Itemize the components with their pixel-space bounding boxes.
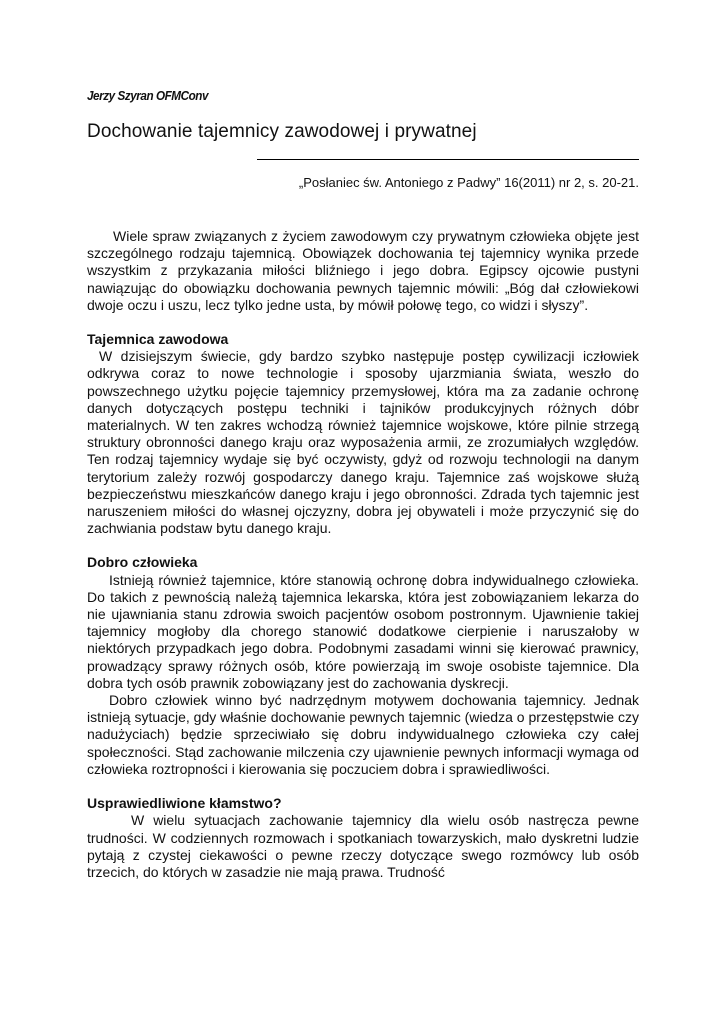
title-rule (257, 159, 639, 160)
section-heading: Tajemnica zawodowa (87, 331, 229, 348)
section-heading: Usprawiedliwione kłamstwo? (87, 795, 282, 812)
spacer (87, 537, 639, 554)
intro-paragraph: Wiele spraw związanych z życiem zawodowym czy prywatnym człowieka objęte jest szczególnego rodzaju tajemnicą. Obowiązek dochowania tej tajemnicy wynika przede wszystkim z przykazania miłości bliźniego i jego dobra. Egipscy ojcowie pustyni nawiązując do obowiązku dochowania pewnych tajemnic mówili: „Bóg dał człowiekowi dwoje oczu i uszu, lecz tylko jedne usta, by mówił połowę tego, co widzi i słyszy”. (87, 228, 639, 313)
article-title: Dochowanie tajemnicy zawodowej i prywatnej (87, 121, 477, 142)
section-paragraph: Dobro człowiek winno być nadrzędnym motywem dochowania tajemnicy. Jednak istnieją sytuacje, gdy właśnie dochowanie pewnych tajemnic (wiedza o przestępstwie czy nadużyciach) będzie sprzeciwiało się dobru indywidualnego człowieka czy całej społeczności. Stąd zachowanie milczenia czy ujawnienie pewnych informacji wymaga od człowieka roztropności i kierowania się poczuciem dobra i sprawiedliwości. (87, 692, 639, 777)
section-paragraph: Istnieją również tajemnice, które stanowią ochronę dobra indywidualnego człowieka. Do takich z pewnością należą tajemnica lekarska, która jest zobowiązaniem lekarza do nie ujawniania stanu zdrowia swoich pacjentów osobom postronnym. Ujawnienie takiej tajemnicy mogłoby dla chorego stanowić dodatkowe cierpienie i naruszałoby w niektórych przypadkach jego dobra. Podobnymi zasadami winni się kierować prawnicy, prowadzący sprawy różnych osób, które powierzają im swoje osobiste tajemnice. Dla dobra tych osób prawnik zobowiązany jest do zachowania dyskrecji. (87, 571, 639, 691)
spacer (87, 314, 639, 331)
source-citation: „Posłaniec św. Antoniego z Padwy” 16(2011) nr 2, s. 20-21. (298, 175, 639, 190)
author-name: Jerzy Szyran OFMConv (87, 88, 209, 103)
section-paragraph: W wielu sytuacjach zachowanie tajemnicy dla wielu osób nastręcza pewne trudności. W codziennych rozmowach i spotkaniach towarzyskich, mało dyskretni ludzie pytają z czystej ciekawości o pewne rzeczy dotyczące swego rozmówcy lub osób trzecich, do których w zasadzie nie mają prawa. Trudność (87, 812, 639, 880)
article-body (87, 228, 639, 881)
spacer (87, 778, 639, 795)
section-heading: Dobro człowieka (87, 554, 198, 571)
section-paragraph: W dzisiejszym świecie, gdy bardzo szybko następuje postęp cywilizacji iczłowiek odkrywa coraz to nowe technologie i sposoby ujarzmiania świata, weszło do powszechnego użytku pojęcie tajemnicy przemysłowej, która ma za zadanie ochronę danych dotyczących postępu techniki i tajników produkcyjnych różnych dóbr materialnych. W ten zakres wchodzą również tajemnice wojskowe, które pilnie strzegą struktury obronności danego kraju oraz wyposażenia armii, ze zrozumiałych względów. Ten rodzaj tajemnicy wydaje się być oczywisty, gdyż od rozwoju technologii na danym terytorium zależy rozwój gospodarczy danego kraju. Tajemnice zaś wojskowe służą bezpieczeństwu mieszkańców danego kraju i jego obronności. Zdrada tych tajemnic jest naruszeniem miłości do własnej ojczyzny, dobra jej obywateli i może przyczynić się do zachwiania podstaw bytu danego kraju. (87, 348, 639, 537)
